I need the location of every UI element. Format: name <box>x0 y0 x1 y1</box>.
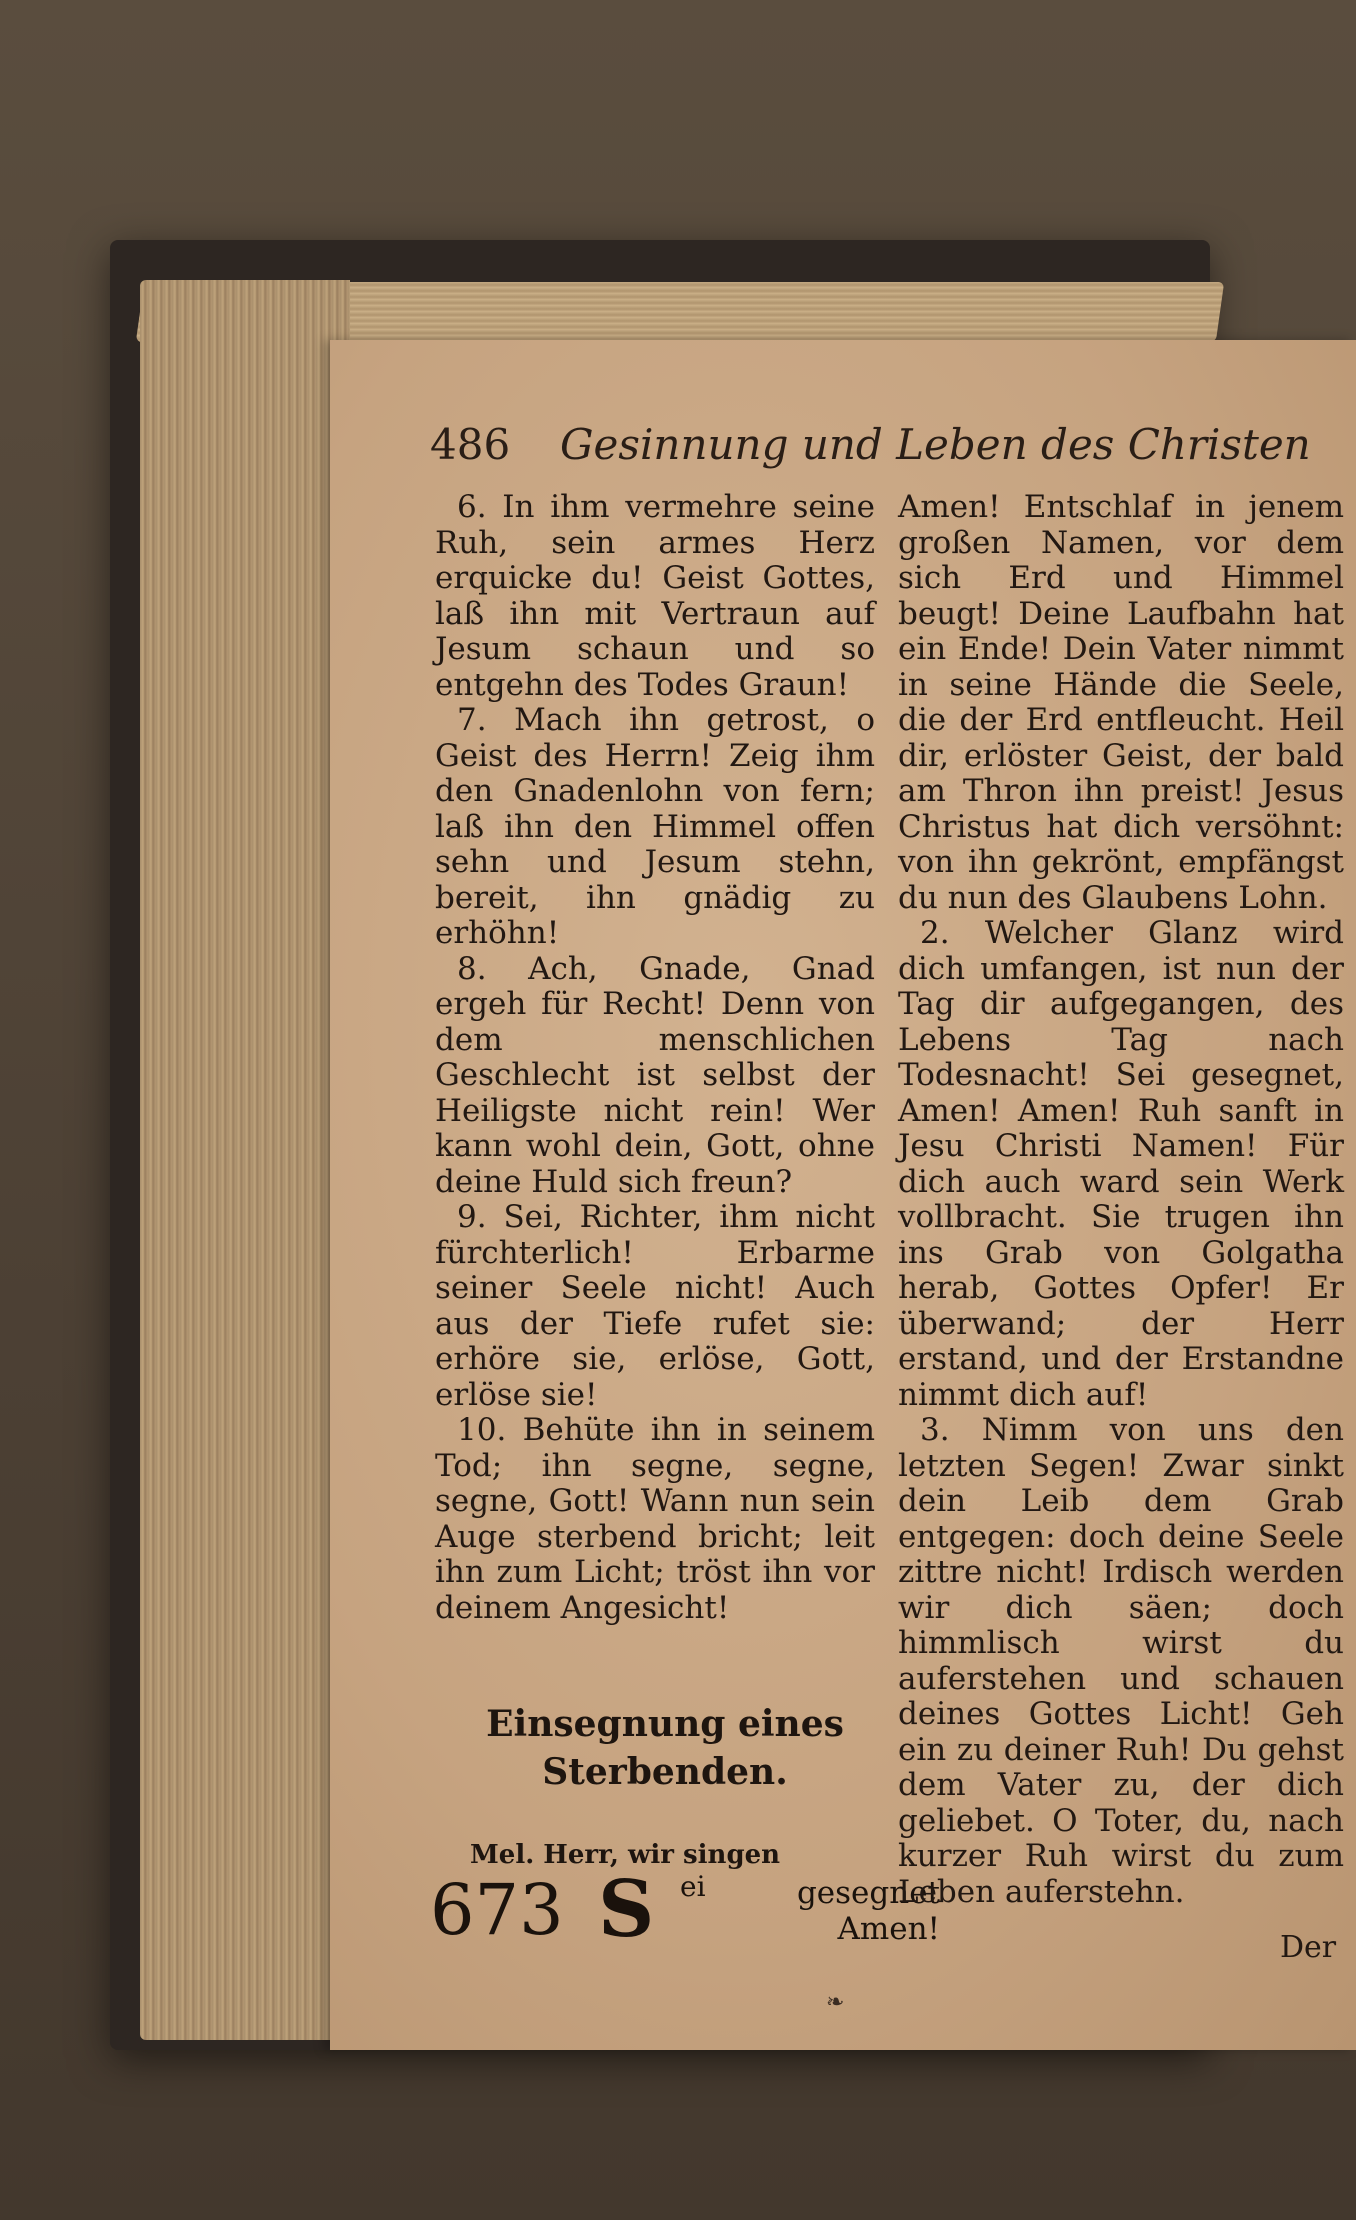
hymn-verse-2: 2. Welcher Glanz wird dich umfangen, ist nun der Tag dir aufgegangen, des Lebens Tag nach Todesnacht! Sei gesegnet, Amen! Amen! Ruh sanft in Jesu Christi Namen! Für dich auch ward sein Werk vollbracht. Sie trugen ihn ins Grab von Golgatha herab, Gottes Opfer! Er überwand; der Herr erstand, und der Erstandne nimmt dich auf! <box>898 915 1344 1413</box>
hymn-title: Einsegnung eines Sterbenden. <box>486 1703 844 1793</box>
page-number: 486 <box>430 420 511 469</box>
dropcap-rest: ei <box>680 1870 706 1903</box>
verse-10: 10. Behüte ihn in seinem Tod; ihn segne, segne, segne, Gott! Wann nun sein Auge sterbend bricht; leit ihn zum Licht; tröst ihn vor deinem Angesicht! <box>435 1412 875 1626</box>
left-column <box>435 490 875 1626</box>
verse-6: 6. In ihm vermehre seine Ruh, sein armes Herz erquicke du! Geist Gottes, laß ihn mit Vertraun auf Jesum schaun und so entgehn des Todes Graun! <box>435 489 875 703</box>
catchword: Der <box>1280 1930 1337 1965</box>
book-page <box>330 340 1356 2050</box>
page-header <box>430 420 1310 480</box>
ornament-icon: ❧ <box>826 1990 845 2015</box>
dropcap-letter: S <box>598 1864 655 1955</box>
melody-line: Mel. Herr, wir singen <box>470 1840 781 1870</box>
hymn-number: 673 <box>430 1869 564 1951</box>
right-column <box>898 490 1344 1910</box>
verse-9: 9. Sei, Richter, ihm nicht fürchterlich! Erbarme seiner Seele nicht! Auch aus der Tiefe rufet sie: erhöre sie, erlöse, Gott, erlöse sie! <box>435 1199 875 1413</box>
verse-7: 7. Mach ihn getrost, o Geist des Herrn! Zeig ihm den Gnadenlohn von fern; laß ihn den Himmel offen sehn und Jesum stehn, bereit, ihn gnädig zu erhöhn! <box>435 702 875 951</box>
running-title: Gesinnung und Leben des Christen <box>560 420 1311 469</box>
page-block-side-edge <box>140 280 350 2040</box>
hymn-verse-3: 3. Nimm von uns den letzten Segen! Zwar sinkt dein Leib dem Grab entgegen: doch deine Seele zittre nicht! Irdisch werden wir dich säen; doch himmlisch wirst du auferstehen und schauen deines Gottes Licht! Geh ein zu deiner Ruh! Du gehst dem Vater zu, der dich geliebet. O Toter, du, nach kurzer Ruh wirst du zum Leben auferstehn. <box>898 1412 1344 1910</box>
verse-8: 8. Ach, Gnade, Gnad ergeh für Recht! Denn von dem menschlichen Geschlecht ist selbst der Heiligste nicht rein! Wer kann wohl dein, Gott, ohne deine Huld sich freun? <box>435 950 875 1200</box>
hymn-verse-1: Amen! Entschlaf in jenem großen Namen, vor dem sich Erd und Himmel beugt! Deine Laufbahn hat ein Ende! Dein Vater nimmt in seine Hände die Seele, die der Erd entfleucht. Heil dir, erlöster Geist, der bald am Thron ihn preist! Jesus Christus hat dich versöhnt: von ihn gekrönt, empfängst du nun des Glaubens Lohn. <box>898 489 1344 916</box>
hymn-first-line: gesegnet Amen! <box>796 1875 940 1947</box>
